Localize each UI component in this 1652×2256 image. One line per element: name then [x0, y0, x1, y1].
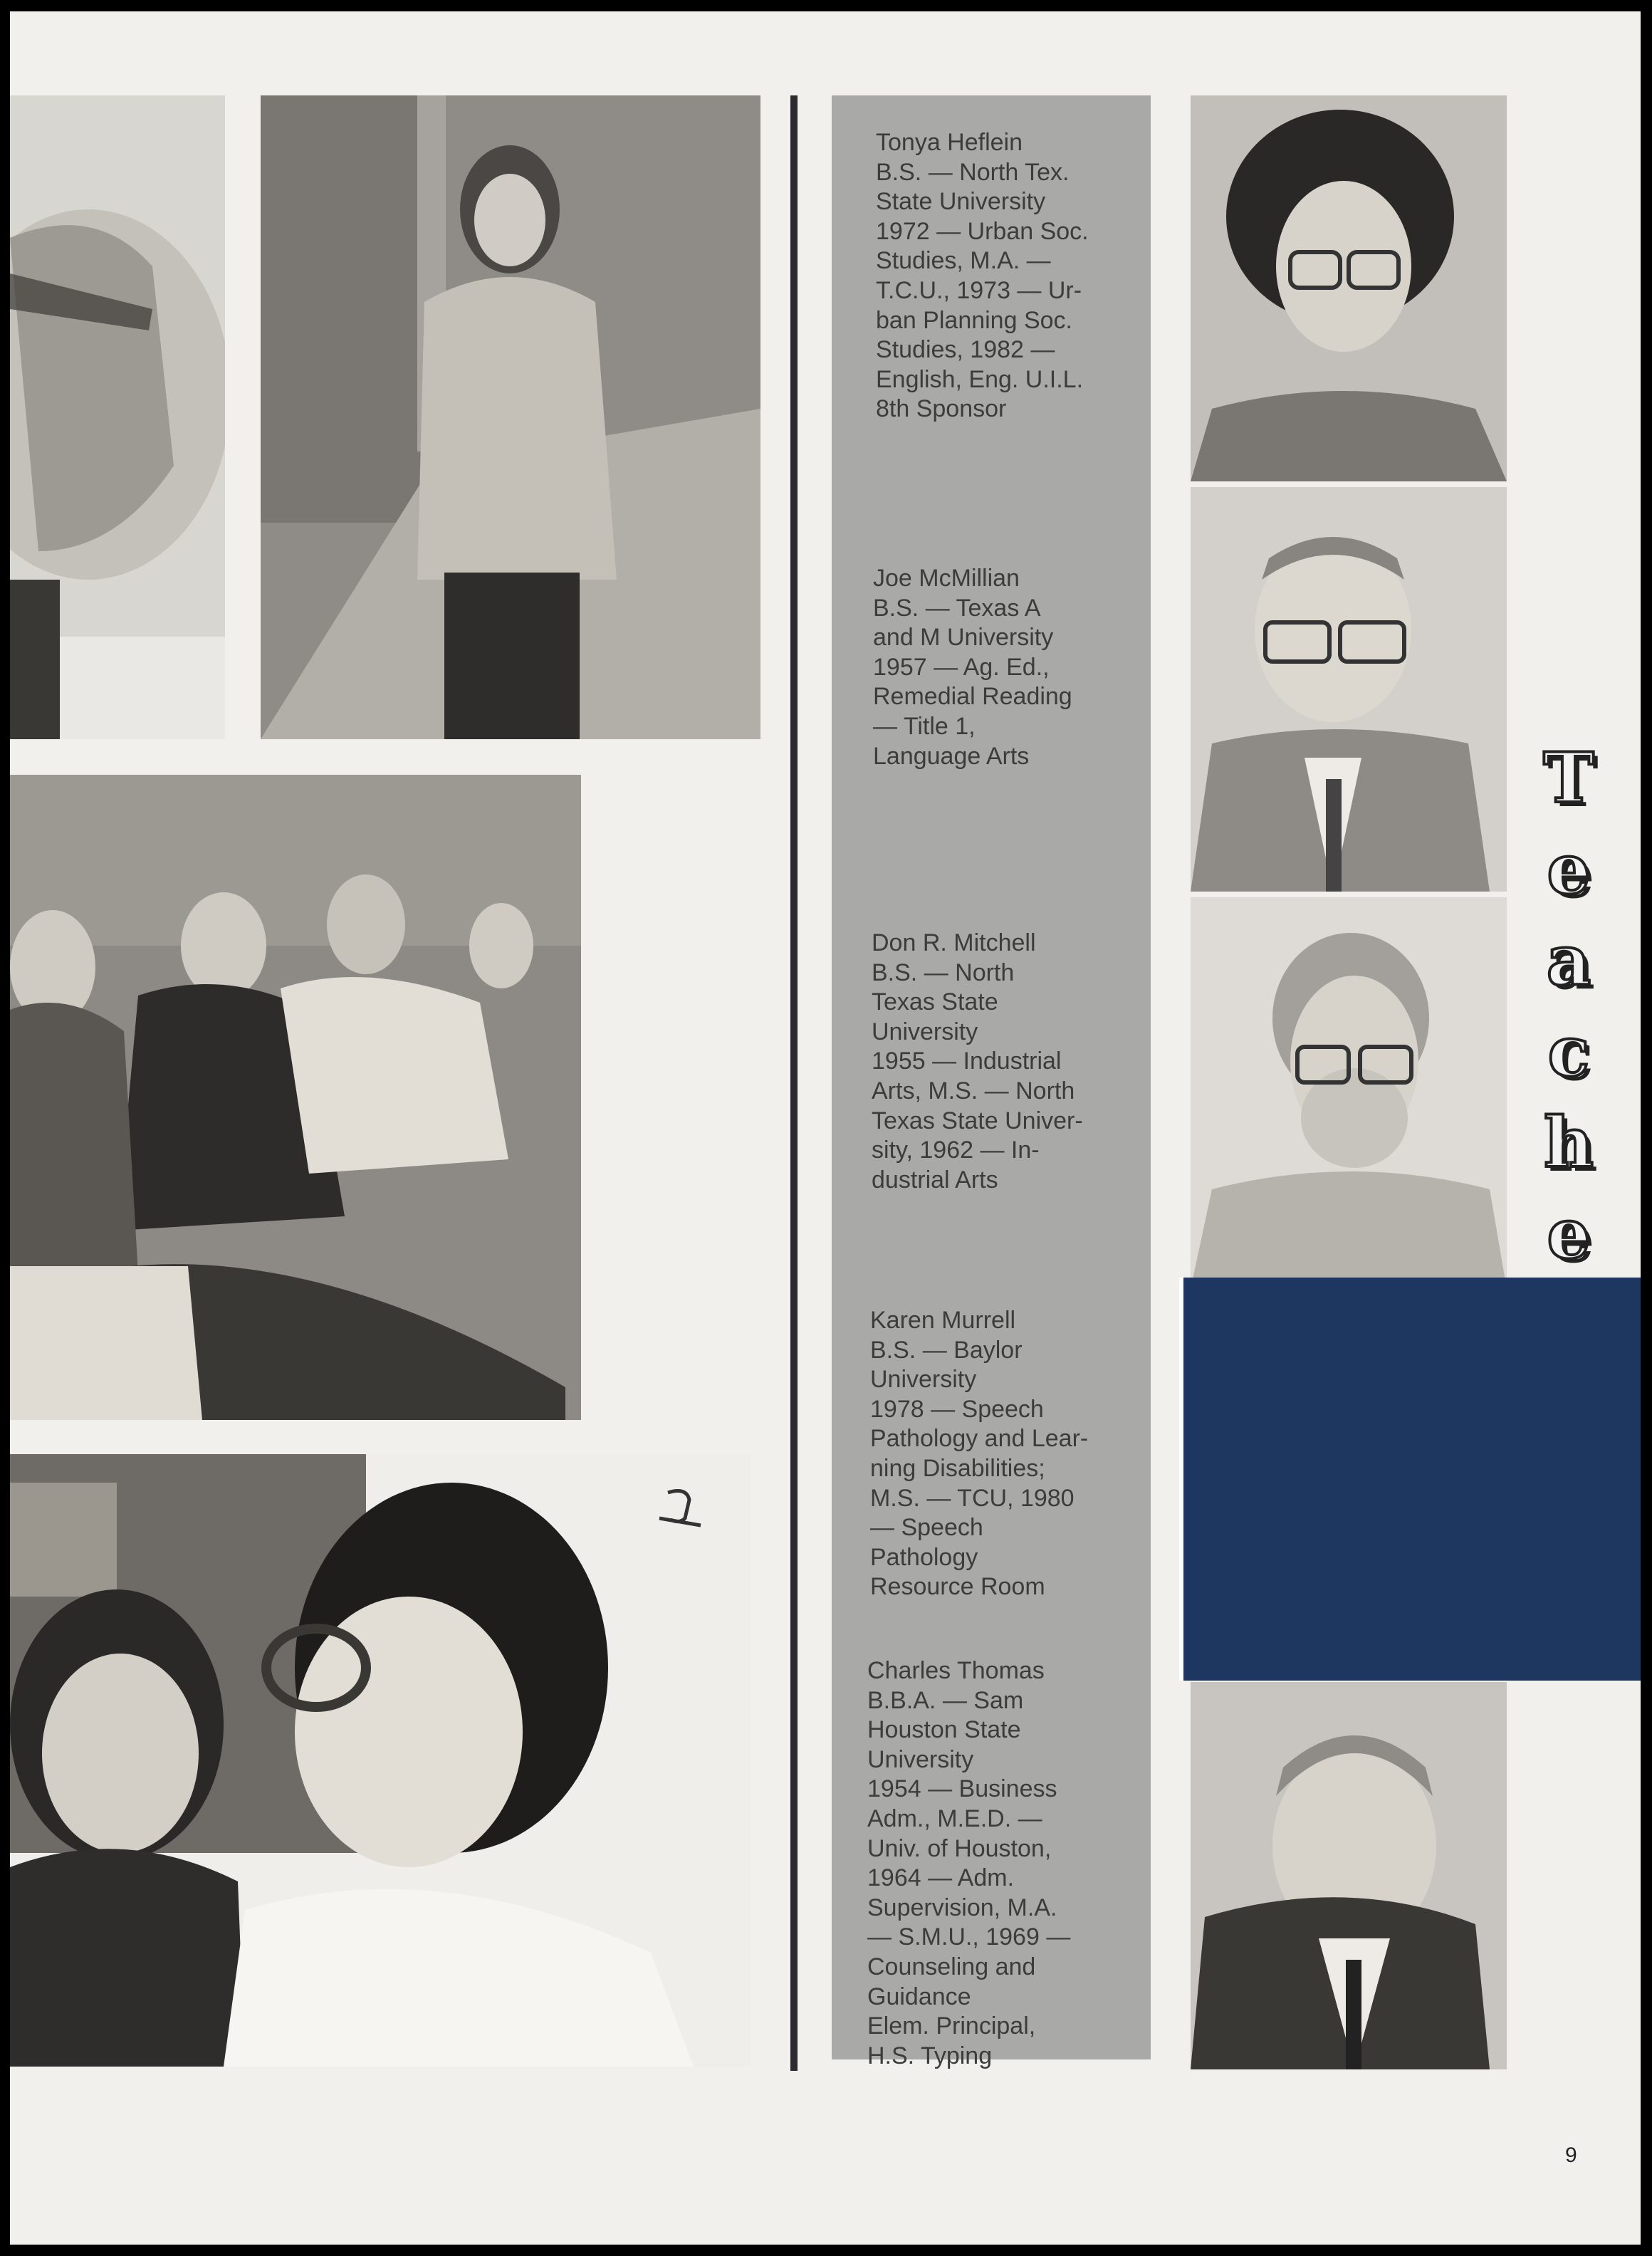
bio-line: dustrial Arts: [872, 1166, 998, 1194]
bio-line: Pathology and Lear-: [870, 1425, 1089, 1453]
yearbook-page: [10, 11, 1641, 2245]
bio-line: 1954 — Business: [867, 1775, 1057, 1803]
title-letter: h: [1544, 1102, 1594, 1183]
bio-line: Texas State: [872, 988, 998, 1016]
title-letter: e: [1547, 1194, 1591, 1274]
candid-photo-teacher-and-student: [10, 1454, 751, 2067]
bio-line: University: [872, 1018, 978, 1045]
bio-line: Houston State: [867, 1716, 1021, 1744]
bio-joe-mcmillian: [873, 564, 1131, 771]
page-number: 9: [1565, 2143, 1577, 2167]
title-letter: a: [1546, 920, 1591, 1001]
bio-line: 1957 — Ag. Ed.,: [873, 653, 1050, 681]
bio-line: Language Arts: [873, 742, 1030, 770]
navy-color-block: [1183, 1278, 1641, 1681]
bio-line: University: [870, 1366, 977, 1394]
bio-name: Charles Thomas: [867, 1657, 1045, 1684]
bio-line: B.S. — North Tex.: [876, 158, 1070, 186]
bio-line: 1964 — Adm.: [867, 1864, 1015, 1892]
bio-line: Univ. of Houston,: [867, 1834, 1052, 1862]
bio-charles-thomas: [867, 1656, 1125, 2071]
bio-line: H.S. Typing: [867, 2042, 993, 2069]
bio-line: Pathology: [870, 1543, 978, 1571]
title-letter: e: [1547, 829, 1591, 909]
bio-line: Studies, 1982 —: [876, 336, 1055, 364]
bio-tonya-heflein: [876, 128, 1134, 424]
portrait-don-r-mitchell: [1191, 897, 1507, 1289]
bio-line: — Title 1,: [873, 712, 976, 740]
bio-line: Studies, M.A. —: [876, 247, 1051, 275]
bio-name: Tonya Heflein: [876, 129, 1023, 156]
bio-line: B.S. — Baylor: [870, 1336, 1023, 1364]
bio-line: English, Eng. U.I.L.: [876, 365, 1084, 393]
bio-line: M.S. — TCU, 1980: [870, 1484, 1075, 1512]
candid-photo-man-profile: [10, 95, 225, 739]
candid-photo-audience-group: [10, 775, 581, 1420]
bio-line: Remedial Reading: [873, 683, 1072, 711]
bio-line: Guidance: [867, 1983, 971, 2010]
bio-line: 1978 — Speech: [870, 1395, 1044, 1423]
bio-karen-murrell: [870, 1306, 1128, 1602]
bio-line: ning Disabilities;: [870, 1454, 1045, 1482]
bio-name: Joe McMillian: [873, 565, 1020, 592]
bio-line: B.B.A. — Sam: [867, 1686, 1024, 1714]
portrait-charles-thomas: [1191, 1682, 1507, 2069]
bio-line: University: [867, 1745, 974, 1773]
bio-line: 8th Sponsor: [876, 395, 1007, 423]
paper-clip-mark: [658, 1485, 705, 1528]
column-divider: [790, 95, 798, 2071]
candid-photo-woman-hallway: [261, 95, 760, 739]
bio-line: Adm., M.E.D. —: [867, 1805, 1042, 1832]
bio-line: — Speech: [870, 1514, 983, 1542]
bio-line: 1955 — Industrial: [872, 1048, 1062, 1075]
bio-line: Elem. Principal,: [867, 2012, 1036, 2040]
bio-line: State University: [876, 188, 1046, 216]
title-letter: c: [1547, 1011, 1590, 1092]
bio-line: Counseling and: [867, 1953, 1036, 1980]
bio-line: B.S. — Texas A: [873, 594, 1041, 622]
portrait-tonya-heflein: [1191, 95, 1507, 481]
bio-line: 1972 — Urban Soc.: [876, 217, 1089, 245]
title-letter: T: [1543, 738, 1594, 818]
bio-line: sity, 1962 — In-: [872, 1137, 1040, 1164]
bio-line: Supervision, M.A.: [867, 1894, 1057, 1921]
bio-don-r-mitchell: [872, 929, 1129, 1195]
bio-line: Resource Room: [870, 1573, 1045, 1601]
bio-line: Texas State Univer-: [872, 1107, 1083, 1134]
bio-line: Arts, M.S. — North: [872, 1077, 1075, 1104]
bio-line: — S.M.U., 1969 —: [867, 1923, 1071, 1951]
portrait-joe-mcmillian: [1191, 487, 1507, 892]
bio-name: Don R. Mitchell: [872, 929, 1036, 956]
bio-line: B.S. — North: [872, 959, 1015, 986]
bio-line: T.C.U., 1973 — Ur-: [876, 276, 1082, 304]
bio-name: Karen Murrell: [870, 1307, 1016, 1334]
bio-line: and M University: [873, 624, 1054, 652]
bio-line: ban Planning Soc.: [876, 306, 1072, 334]
